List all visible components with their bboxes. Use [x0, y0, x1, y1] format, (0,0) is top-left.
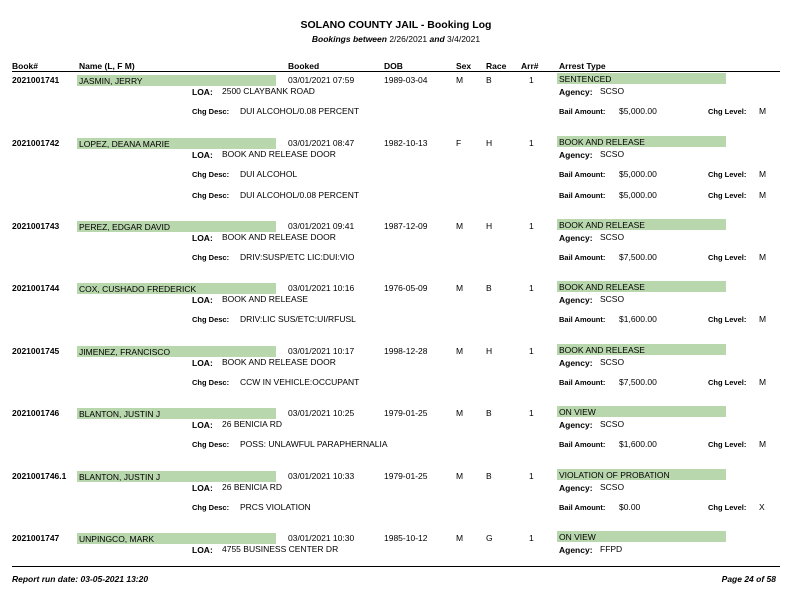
agency-label: Agency: [559, 545, 593, 555]
loa-label: LOA: [192, 358, 213, 368]
sex: M [456, 408, 464, 418]
bail-amount: $5,000.00 [619, 106, 657, 116]
charge-desc-label: Chg Desc: [192, 107, 230, 116]
bail-amount: $1,600.00 [619, 439, 657, 449]
page-number: Page 24 of 58 [721, 574, 776, 584]
charge-level: M [759, 106, 767, 116]
date-of-birth: 1998-12-28 [384, 346, 428, 356]
charge-description: PRCS VIOLATION [240, 502, 311, 512]
loa-label: LOA: [192, 295, 213, 305]
charge-description: DUI ALCOHOL [240, 169, 298, 179]
sex: M [456, 283, 464, 293]
column-header-book: Book# [12, 61, 38, 71]
loa-label: LOA: [192, 545, 213, 555]
date-of-birth: 1985-10-12 [384, 533, 428, 543]
loa-label: LOA: [192, 483, 213, 493]
column-header-sex: Sex [456, 61, 472, 71]
charge-desc-label: Chg Desc: [192, 378, 230, 387]
loa-label: LOA: [192, 150, 213, 160]
booking-record [0, 405, 792, 467]
bail-amount-label: Bail Amount: [559, 253, 606, 262]
agency-value: FFPD [600, 544, 623, 554]
bail-amount-label: Bail Amount: [559, 440, 606, 449]
book-number: 2021001745 [12, 346, 60, 356]
arrest-number: 1 [529, 408, 534, 418]
bail-amount-label: Bail Amount: [559, 378, 606, 387]
booked-datetime: 03/01/2021 10:30 [288, 533, 355, 543]
report-subtitle [0, 34, 792, 44]
arrest-type: BOOK AND RELEASE [559, 282, 645, 292]
arrest-number: 1 [529, 533, 534, 543]
charge-level-label: Chg Level: [708, 253, 747, 262]
loa-label: LOA: [192, 87, 213, 97]
booking-record [0, 135, 792, 200]
race: H [486, 221, 493, 231]
charge-level-label: Chg Level: [708, 170, 747, 179]
agency-label: Agency: [559, 150, 593, 160]
bail-amount: $7,500.00 [619, 377, 657, 387]
booked-datetime: 03/01/2021 08:47 [288, 138, 355, 148]
inmate-name: BLANTON, JUSTIN J [79, 472, 161, 482]
charge-desc-label: Chg Desc: [192, 315, 230, 324]
agency-value: SCSO [600, 232, 625, 242]
inmate-name: PEREZ, EDGAR DAVID [79, 222, 170, 232]
subtitle-prefix: Bookings between [311, 34, 387, 44]
report-run-date [12, 574, 148, 584]
sex: M [456, 533, 464, 543]
arrest-number: 1 [529, 75, 534, 85]
column-header-arrest-type: Arrest Type [559, 61, 606, 71]
charge-description: DRIV:LIC SUS/ETC:UI/RFUSL [240, 314, 356, 324]
agency-label: Agency: [559, 233, 593, 243]
race: H [486, 346, 493, 356]
race: B [486, 471, 492, 481]
inmate-name: COX, CUSHADO FREDERICK [79, 284, 197, 294]
bail-amount-label: Bail Amount: [559, 503, 606, 512]
agency-label: Agency: [559, 420, 593, 430]
loa-value: 4755 BUSINESS CENTER DR [222, 544, 339, 554]
footer-divider [12, 566, 780, 567]
run-date-label: Report run date: [12, 574, 79, 584]
arrest-number: 1 [529, 346, 534, 356]
inmate-name: JIMENEZ, FRANCISCO [79, 347, 171, 357]
charge-desc-label: Chg Desc: [192, 191, 230, 200]
sex: M [456, 221, 464, 231]
charge-level: M [759, 169, 767, 179]
agency-value: SCSO [600, 419, 625, 429]
date-of-birth: 1989-03-04 [384, 75, 428, 85]
inmate-name: UNPINGCO, MARK [79, 534, 155, 544]
charge-level-label: Chg Level: [708, 191, 747, 200]
inmate-name: LOPEZ, DEANA MARIE [79, 139, 170, 149]
sex: M [456, 75, 464, 85]
loa-value: BOOK AND RELEASE DOOR [222, 232, 336, 242]
booked-datetime: 03/01/2021 10:17 [288, 346, 355, 356]
book-number: 2021001743 [12, 221, 60, 231]
charge-desc-label: Chg Desc: [192, 503, 230, 512]
agency-value: SCSO [600, 86, 625, 96]
agency-label: Agency: [559, 87, 593, 97]
date-of-birth: 1982-10-13 [384, 138, 428, 148]
book-number: 2021001746.1 [12, 471, 67, 481]
inmate-name: BLANTON, JUSTIN J [79, 409, 161, 419]
loa-value: 26 BENICIA RD [222, 419, 282, 429]
arrest-type: BOOK AND RELEASE [559, 137, 645, 147]
bail-amount-label: Bail Amount: [559, 191, 606, 200]
arrest-type: BOOK AND RELEASE [559, 345, 645, 355]
bail-amount-label: Bail Amount: [559, 315, 606, 324]
bail-amount: $1,600.00 [619, 314, 657, 324]
booking-record [0, 468, 792, 530]
charge-level: M [759, 314, 767, 324]
bail-amount: $7,500.00 [619, 252, 657, 262]
column-header-dob: DOB [384, 61, 403, 71]
arrest-type: BOOK AND RELEASE [559, 220, 645, 230]
loa-label: LOA: [192, 233, 213, 243]
charge-description: DUI ALCOHOL/0.08 PERCENT [240, 190, 360, 200]
date-of-birth: 1979-01-25 [384, 408, 428, 418]
charge-level: M [759, 377, 767, 387]
booking-record [0, 280, 792, 342]
loa-value: BOOK AND RELEASE DOOR [222, 149, 336, 159]
charge-description: DRIV:SUSP/ETC LIC:DUI:VIO [240, 252, 355, 262]
charge-level-label: Chg Level: [708, 503, 747, 512]
charge-level: M [759, 439, 767, 449]
column-header-name: Name (L, F M) [79, 61, 135, 71]
bail-amount-label: Bail Amount: [559, 107, 606, 116]
book-number: 2021001744 [12, 283, 60, 293]
inmate-name: JASMIN, JERRY [79, 76, 143, 86]
loa-value: 2500 CLAYBANK ROAD [222, 86, 315, 96]
column-header-booked: Booked [288, 61, 320, 71]
arrest-number: 1 [529, 221, 534, 231]
book-number: 2021001746 [12, 408, 60, 418]
arrest-type: SENTENCED [559, 74, 612, 84]
report-title: SOLANO COUNTY JAIL - Booking Log [300, 19, 492, 31]
charge-desc-label: Chg Desc: [192, 440, 230, 449]
book-number: 2021001742 [12, 138, 60, 148]
arrest-type: ON VIEW [559, 407, 596, 417]
charge-level-label: Chg Level: [708, 315, 747, 324]
bail-amount: $5,000.00 [619, 169, 657, 179]
bail-amount-label: Bail Amount: [559, 170, 606, 179]
agency-value: SCSO [600, 294, 625, 304]
book-number: 2021001741 [12, 75, 60, 85]
arrest-number: 1 [529, 471, 534, 481]
agency-label: Agency: [559, 483, 593, 493]
agency-label: Agency: [559, 295, 593, 305]
sex: F [456, 138, 462, 148]
agency-value: SCSO [600, 482, 625, 492]
charge-level: X [759, 502, 765, 512]
booking-record [0, 218, 792, 280]
book-number: 2021001747 [12, 533, 60, 543]
race: B [486, 283, 492, 293]
loa-label: LOA: [192, 420, 213, 430]
column-header-arr: Arr# [521, 61, 539, 71]
booked-datetime: 03/01/2021 10:25 [288, 408, 355, 418]
date-from: 2/26/2021 [389, 34, 428, 44]
arrest-type: ON VIEW [559, 532, 596, 542]
date-of-birth: 1979-01-25 [384, 471, 428, 481]
date-of-birth: 1987-12-09 [384, 221, 428, 231]
arrest-number: 1 [529, 138, 534, 148]
column-header-race: Race [486, 61, 507, 71]
booked-datetime: 03/01/2021 09:41 [288, 221, 355, 231]
loa-value: 26 BENICIA RD [222, 482, 282, 492]
race: H [486, 138, 493, 148]
loa-value: BOOK AND RELEASE DOOR [222, 357, 336, 367]
charge-description: DUI ALCOHOL/0.08 PERCENT [240, 106, 360, 116]
sex: M [456, 471, 464, 481]
charge-description: POSS: UNLAWFUL PARAPHERNALIA [240, 439, 388, 449]
charge-level: M [759, 252, 767, 262]
bail-amount: $5,000.00 [619, 190, 657, 200]
arrest-type: VIOLATION OF PROBATION [559, 470, 670, 480]
charge-level: M [759, 190, 767, 200]
agency-value: SCSO [600, 357, 625, 367]
charge-description: CCW IN VEHICLE:OCCUPANT [240, 377, 360, 387]
booked-datetime: 03/01/2021 10:16 [288, 283, 355, 293]
booked-datetime: 03/01/2021 07:59 [288, 75, 355, 85]
loa-value: BOOK AND RELEASE [222, 294, 308, 304]
booked-datetime: 03/01/2021 10:33 [288, 471, 355, 481]
subtitle-and: and [429, 34, 445, 44]
charge-desc-label: Chg Desc: [192, 253, 230, 262]
date-of-birth: 1976-05-09 [384, 283, 428, 293]
charge-level-label: Chg Level: [708, 440, 747, 449]
agency-value: SCSO [600, 149, 625, 159]
booking-record [0, 72, 792, 134]
agency-label: Agency: [559, 358, 593, 368]
charge-level-label: Chg Level: [708, 378, 747, 387]
run-date-value: 03-05-2021 13:20 [80, 574, 149, 584]
bail-amount: $0.00 [619, 502, 641, 512]
sex: M [456, 346, 464, 356]
race: G [486, 533, 493, 543]
arrest-number: 1 [529, 283, 534, 293]
race: B [486, 75, 492, 85]
date-to: 3/4/2021 [447, 34, 481, 44]
charge-level-label: Chg Level: [708, 107, 747, 116]
charge-desc-label: Chg Desc: [192, 170, 230, 179]
booking-record [0, 343, 792, 405]
race: B [486, 408, 492, 418]
